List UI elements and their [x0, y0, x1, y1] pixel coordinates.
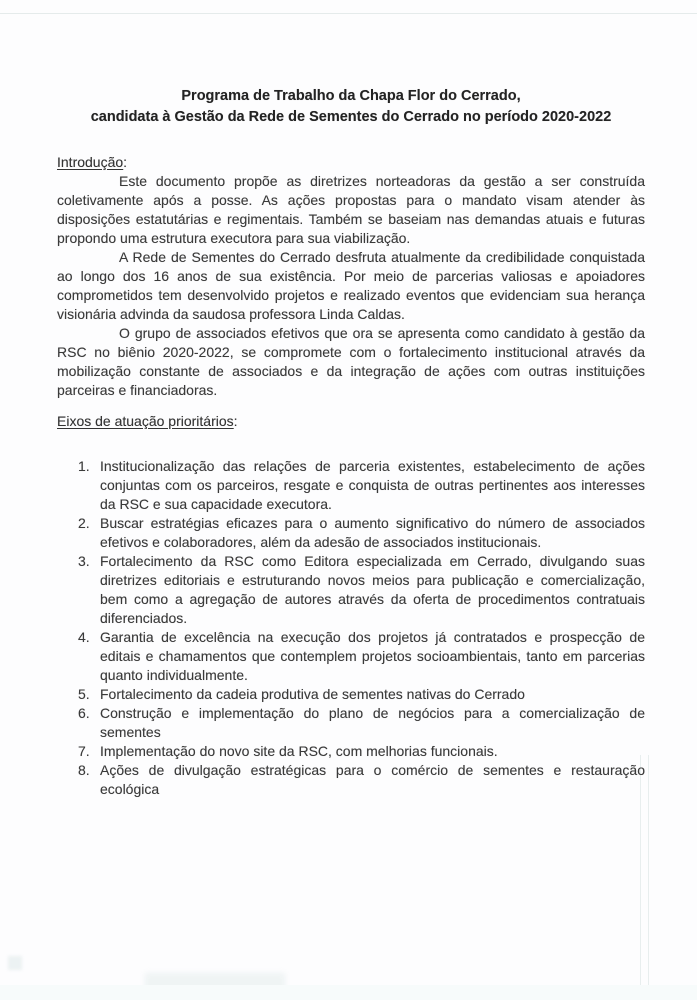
list-item: [57, 552, 645, 628]
list-item: [57, 742, 645, 761]
list-item-number: 1.: [78, 458, 90, 474]
introduction-heading-colon: :: [123, 154, 128, 170]
scan-artifact-vertical-line: [648, 755, 649, 985]
list-item-text: Garantia de excelência na execução dos projetos já contratados e prospecção de editais e chamamentos que contemplem projetos socioambientais, tanto em parcerias quanto individualmente.: [100, 629, 645, 683]
list-item-text: Fortalecimento da cadeia produtiva de sementes nativas do Cerrado: [100, 686, 525, 702]
scan-artifact-smudge: [8, 956, 22, 970]
priority-axes-heading-text: Eixos de atuação prioritários: [57, 413, 234, 429]
list-item-text: Buscar estratégias eficazes para o aumento significativo do número de associados efetivos e colaboradores, além da adesão de associados institucionais.: [100, 515, 645, 550]
document-title-line-1: Programa de Trabalho da Chapa Flor do Cerrado,: [181, 88, 521, 104]
document-body: [57, 0, 645, 799]
list-item: [57, 704, 645, 742]
list-item: [57, 685, 645, 704]
list-item-text: Implementação do novo site da RSC, com melhorias funcionais.: [100, 743, 498, 759]
list-item-number: 7.: [78, 743, 90, 759]
list-item: [57, 628, 645, 685]
list-item-number: 6.: [78, 705, 90, 721]
list-item-text: Ações de divulgação estratégicas para o comércio de sementes e restauração ecológica: [100, 762, 645, 797]
introduction-paragraph: Este documento propõe as diretrizes norteadoras da gestão a ser construída coletivamente após a posse. As ações propostas para o mandato visam atender às disposições estatutárias e regimentais. Também se baseiam nas demandas atuais e futuras propondo uma estrutura executora para sua viabilização.: [57, 173, 645, 246]
list-item: [57, 457, 645, 514]
introduction-heading-text: Introdução: [57, 154, 124, 170]
list-item: [57, 514, 645, 552]
priority-axes-heading: [57, 412, 645, 431]
scan-artifact-bottom-band: [0, 985, 697, 1000]
list-item-number: 4.: [78, 629, 90, 645]
list-item: [57, 761, 645, 799]
introduction-heading: [57, 153, 645, 172]
list-item-number: 3.: [78, 553, 90, 569]
introduction-paragraph: O grupo de associados efetivos que ora se apresenta como candidato à gestão da RSC no biênio 2020-2022, se compromete com o fortalecimento institucional através da mobilização constante de associados e da integração de ações com outras instituições parceiras e financiadoras.: [57, 325, 645, 398]
list-item-number: 5.: [78, 686, 90, 702]
list-item-number: 8.: [78, 762, 90, 778]
list-item-text: Fortalecimento da RSC como Editora especializada em Cerrado, divulgando suas diretrizes editoriais e estruturando novos meios para publicação e comercialização, bem como a agregação de autores através da oferta de procedimentos contratuais diferenciados.: [100, 553, 645, 626]
document-title-line-2: candidata à Gestão da Rede de Sementes do Cerrado no período 2020-2022: [90, 109, 612, 125]
list-item-text: Institucionalização das relações de parceria existentes, estabelecimento de ações conjuntas com os parceiros, resgate e conquista de outras pertinentes aos interesses da RSC e sua capacidade executora.: [100, 458, 645, 512]
list-item-number: 2.: [78, 515, 90, 531]
priority-axes-heading-colon: :: [233, 413, 238, 429]
list-item-text: Construção e implementação do plano de negócios para a comercialização de sementes: [100, 705, 645, 740]
introduction-paragraph: A Rede de Sementes do Cerrado desfruta atualmente da credibilidade conquistada ao longo dos 16 anos de sua existência. Por meio de parcerias valiosas e apoiadores comprometidos tem desenvolvido projetos e realizado eventos que evidenciam sua herança visionária advinda da saudosa professora Linda Caldas.: [57, 249, 645, 322]
document-title: [57, 86, 645, 128]
priority-axes-list: [57, 457, 645, 799]
